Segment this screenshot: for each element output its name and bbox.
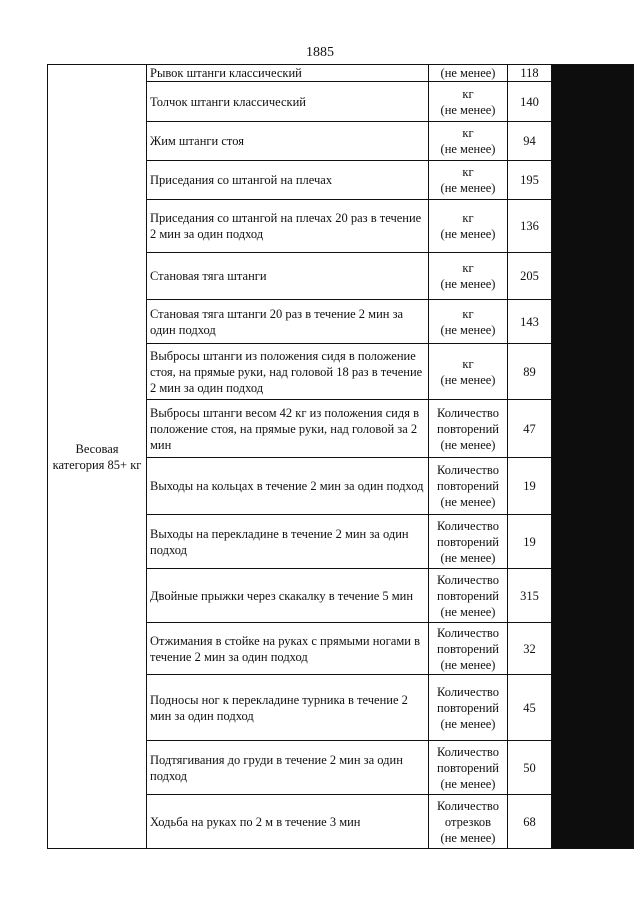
exercise-name: Становая тяга штанги 20 раз в течение 2 мин за один подход — [147, 300, 429, 344]
unit-cell — [429, 400, 508, 458]
unit-cell — [429, 623, 508, 675]
unit-line: (не менее) — [440, 372, 496, 387]
unit-cell — [429, 515, 508, 569]
unit-line: повторений — [437, 641, 499, 656]
exercise-name: Выходы на перекладине в течение 2 мин за один подход — [147, 515, 429, 569]
unit-cell — [429, 741, 508, 795]
weight-category-cell — [48, 65, 147, 849]
norm-value: 19 — [508, 515, 552, 569]
exercise-name: Двойные прыжки через скакалку в течение 5 мин — [147, 569, 429, 623]
unit-line: (не менее) — [440, 657, 496, 672]
unit-line: Количество — [437, 518, 499, 533]
unit-cell — [429, 122, 508, 161]
unit-line: повторений — [437, 700, 499, 715]
exercise-name: Толчок штанги классический — [147, 82, 429, 122]
exercise-name: Подносы ног к перекладине турника в течение 2 мин за один подход — [147, 675, 429, 741]
unit-line: (не менее) — [440, 437, 496, 452]
unit-line: (не менее) — [440, 716, 496, 731]
unit-cell — [429, 82, 508, 122]
exercise-name: Приседания со штангой на плечах — [147, 161, 429, 200]
unit-line: (не менее) — [440, 550, 496, 565]
unit-cell — [429, 253, 508, 300]
exercise-name: Ходьба на руках по 2 м в течение 3 мин — [147, 795, 429, 849]
unit-cell — [429, 161, 508, 200]
unit-line: Количество — [437, 625, 499, 640]
unit-line: кг — [462, 261, 474, 275]
norm-value: 32 — [508, 623, 552, 675]
exercise-name: Подтягивания до груди в течение 2 мин за один подход — [147, 741, 429, 795]
unit-line: (не менее) — [440, 495, 496, 509]
unit-line: кг — [462, 211, 474, 225]
unit-line: отрезков — [444, 814, 492, 829]
exercise-name: Выбросы штанги из положения сидя в положение стоя, на прямые руки, над головой 18 раз в течение 2 мин за один подход — [147, 344, 429, 400]
unit-cell — [429, 675, 508, 741]
unit-cell — [429, 344, 508, 400]
norm-value: 89 — [508, 344, 552, 400]
unit-cell — [429, 200, 508, 253]
table-row — [48, 65, 634, 82]
unit-cell — [429, 569, 508, 623]
unit-line: кг — [462, 165, 474, 179]
unit-line: повторений — [437, 588, 499, 603]
exercise-name: Выходы на кольцах в течение 2 мин за один подход — [147, 458, 429, 515]
exercise-name: Становая тяга штанги — [147, 253, 429, 300]
exercise-name: Отжимания в стойке на руках с прямыми ногами в течение 2 мин за один подход — [147, 623, 429, 675]
unit-line: (не менее) — [440, 181, 496, 195]
norm-value: 205 — [508, 253, 552, 300]
unit-line: повторений — [437, 760, 499, 775]
norms-table-body — [48, 65, 634, 849]
norm-value: 140 — [508, 82, 552, 122]
unit-line: (не менее) — [440, 66, 496, 80]
unit-line: (не менее) — [440, 604, 496, 619]
unit-line: Количество — [437, 572, 499, 587]
unit-line: (не менее) — [440, 776, 496, 791]
norm-value: 47 — [508, 400, 552, 458]
norm-value: 19 — [508, 458, 552, 515]
norm-value: 118 — [508, 65, 552, 82]
unit-line: (не менее) — [440, 830, 496, 845]
weight-category-label: Весовая — [75, 441, 119, 456]
unit-line: Количество — [437, 684, 499, 699]
exercise-name: Выбросы штанги весом 42 кг из положения сидя в положение стоя, на прямые руки, над головой за 2 мин — [147, 400, 429, 458]
exercise-name: Приседания со штангой на плечах 20 раз в течение 2 мин за один подход — [147, 200, 429, 253]
norm-value: 50 — [508, 741, 552, 795]
unit-line: повторений — [437, 421, 499, 436]
weight-category-value: категория 85+ кг — [52, 457, 142, 472]
unit-line: повторений — [437, 534, 499, 549]
norm-value: 143 — [508, 300, 552, 344]
unit-line: (не менее) — [440, 227, 496, 241]
exercise-name: Жим штанги стоя — [147, 122, 429, 161]
unit-cell — [429, 458, 508, 515]
unit-cell — [429, 65, 508, 82]
norms-table — [47, 64, 634, 849]
norm-value: 315 — [508, 569, 552, 623]
page-number: 1885 — [306, 45, 334, 60]
norm-value: 136 — [508, 200, 552, 253]
unit-line: повторений — [437, 479, 499, 493]
unit-cell — [429, 300, 508, 344]
unit-line: кг — [462, 306, 474, 321]
norm-value: 195 — [508, 161, 552, 200]
unit-line: кг — [462, 86, 474, 101]
norm-value: 45 — [508, 675, 552, 741]
norm-value: 68 — [508, 795, 552, 849]
blacked-out-column — [552, 65, 634, 849]
unit-line: Количество — [437, 463, 499, 477]
unit-line: кг — [462, 356, 474, 371]
unit-line: Количество — [437, 798, 499, 813]
unit-cell — [429, 795, 508, 849]
unit-line: (не менее) — [440, 322, 496, 337]
unit-line: кг — [462, 126, 474, 140]
norm-value: 94 — [508, 122, 552, 161]
unit-line: Количество — [437, 405, 499, 420]
unit-line: (не менее) — [440, 142, 496, 156]
unit-line: (не менее) — [440, 277, 496, 291]
unit-line: (не менее) — [440, 102, 496, 117]
exercise-name: Рывок штанги классический — [147, 65, 429, 82]
unit-line: Количество — [437, 744, 499, 759]
